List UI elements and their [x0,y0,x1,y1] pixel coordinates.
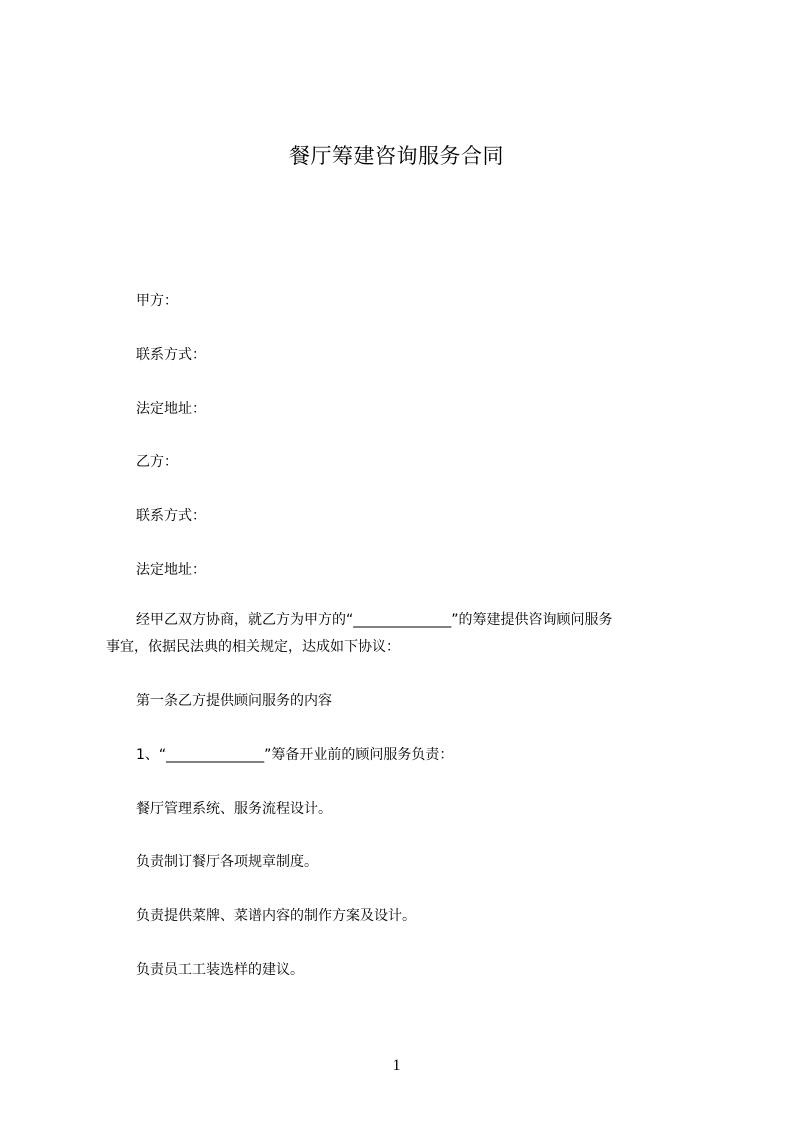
party-a-contact: 联系方式： [136,347,206,363]
party-a-label: 甲方： [136,293,178,309]
intro-line-1: 经甲乙双方协商，就乙方为甲方的“______________”的筹建提供咨询顾问服务 [136,612,613,628]
party-b-address: 法定地址： [136,562,206,578]
document-title: 餐厅筹建咨询服务合同 [289,144,504,168]
service-item: 负责制订餐厅各项规章制度。 [136,854,318,870]
service-item: 负责员工工装选样的建议。 [136,962,304,978]
article-1-heading: 第一条乙方提供顾问服务的内容 [136,693,332,709]
article-1-item-1: 1、“______________”筹备开业前的顾问服务负责： [136,747,454,763]
party-b-label: 乙方： [136,454,178,470]
intro-paragraph [106,607,706,661]
page-number: 1 [392,1057,401,1074]
service-item: 餐厅管理系统、服务流程设计。 [136,801,332,817]
intro-line-2: 事宜，依据民法典的相关规定，达成如下协议： [106,639,400,655]
service-item: 负责提供菜牌、菜谱内容的制作方案及设计。 [136,908,416,924]
party-b-contact: 联系方式： [136,508,206,524]
party-a-address: 法定地址： [136,401,206,417]
